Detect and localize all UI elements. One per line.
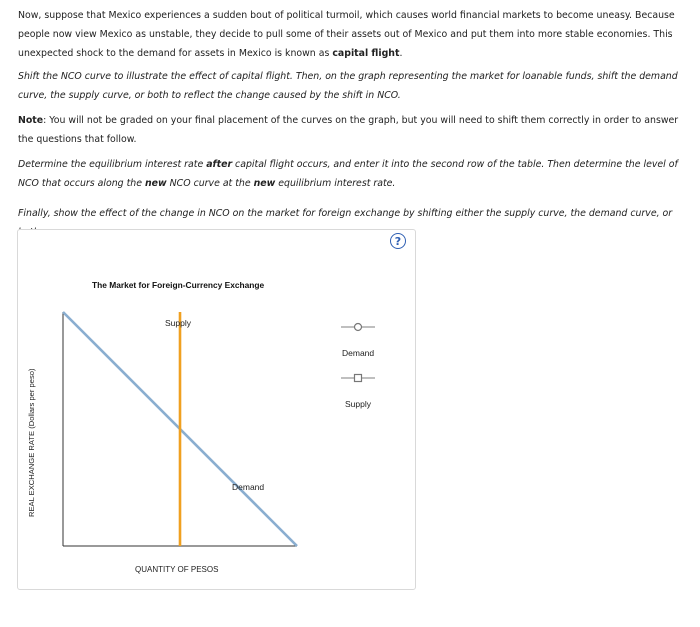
note-text: : You will not be graded on your final placement of the curves on the graph, but you will need to shift them correctly in order to answer the questions that follow. bbox=[18, 115, 679, 145]
supply-curve-label: Supply bbox=[165, 318, 191, 328]
intro-end: . bbox=[399, 48, 403, 59]
supply-legend-tool[interactable] bbox=[341, 375, 375, 382]
eq-text-g: equilibrium interest rate. bbox=[275, 178, 396, 189]
eq-bold-after: after bbox=[206, 159, 233, 170]
legend-demand-label: Demand bbox=[342, 348, 375, 358]
y-axis-label: REAL EXCHANGE RATE (Dollars per peso) bbox=[27, 368, 36, 517]
eq-text-c: capital flight occurs, and enter it into the second row of the table. Then determine the level of NCO that occurs along the bbox=[18, 159, 678, 189]
eq-bold-new-2: new bbox=[253, 178, 276, 189]
eq-text-a: Determine the equilibrium interest rate bbox=[18, 159, 207, 170]
x-axis-label: QUANTITY OF PESOS bbox=[135, 565, 219, 574]
capital-flight-term: capital flight bbox=[332, 48, 400, 59]
demand-legend-tool[interactable] bbox=[341, 324, 375, 331]
square-marker-icon bbox=[355, 375, 362, 382]
eq-bold-new-1: new bbox=[144, 178, 167, 189]
demand-curve-label: Demand bbox=[232, 482, 265, 492]
chart-title: The Market for Foreign-Currency Exchange bbox=[92, 280, 265, 290]
circle-marker-icon bbox=[355, 324, 362, 331]
foreign-exchange-text: Finally, show the effect of the change in NCO on the market for foreign exchange by shifting either the supply curve, the demand curve, or bbox=[18, 208, 673, 219]
shift-nco-text: Shift the NCO curve to illustrate the effect of capital flight. Then, on the graph representing the market for loanable funds, shift the demand curve, the supply curve, or both to reflect the change caused by the shift in NCO. bbox=[18, 71, 678, 101]
eq-text-e: NCO curve at the bbox=[166, 178, 254, 189]
help-button[interactable]: ? bbox=[390, 233, 406, 249]
note-label: Note bbox=[18, 115, 44, 126]
intro-text: Now, suppose that Mexico experiences a sudden bout of political turmoil, which causes world financial markets to become uneasy. Because people now view Mexico as unstable, they decide to pull some of their assets out of Mexico and put them into more stable economies. This unexpected shock to the demand for assets in Mexico is known as bbox=[18, 10, 675, 59]
legend-supply-label: Supply bbox=[345, 399, 371, 409]
